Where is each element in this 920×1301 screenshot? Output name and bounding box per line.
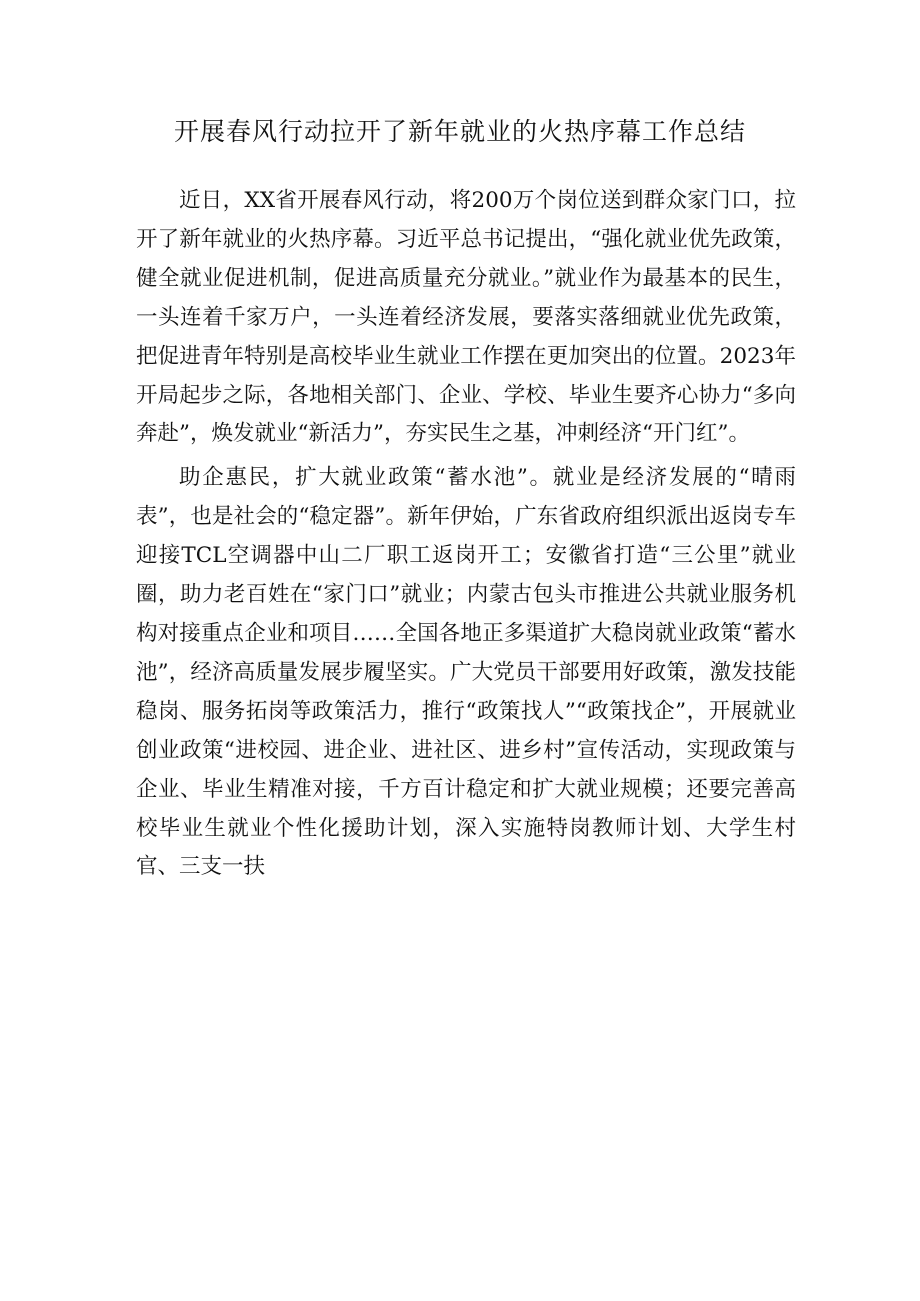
document-title: 开展春风行动拉开了新年就业的火热序幕工作总结 [173, 117, 746, 146]
document-body [136, 182, 796, 892]
paragraph-2: 助企惠民，扩大就业政策“蓄水池”。就业是经济发展的“晴雨表”，也是社会的“稳定器”。新年伊始，广东省政府组织派出返岗专车迎接TCL空调器中山二厂职工返岗开工；安徽省打造“三公里”就业圈，助力老百姓在“家门口”就业；内蒙古包头市推进公共就业服务机构对接重点企业和项目……全国各地正多渠道扩大稳岗就业政策“蓄水池”，经济高质量发展步履坚实。广大党员干部要用好政策，激发技能稳岗、服务拓岗等政策活力，推行“政策找人”“政策找企”，开展就业创业政策“进校园、进企业、进社区、进乡村”宣传活动，实现政策与企业、毕业生精准对接，千方百计稳定和扩大就业规模；还要完善高校毕业生就业个性化援助计划，深入实施特岗教师计划、大学生村官、三支一扶 [136, 465, 796, 880]
paragraph-1: 近日，XX省开展春风行动，将200万个岗位送到群众家门口，拉开了新年就业的火热序幕。习近平总书记提出，“强化就业优先政策，健全就业促进机制，促进高质量充分就业。”就业作为最基本的民生，一头连着千家万户，一头连着经济发展，要落实落细就业优先政策，把促进青年特别是高校毕业生就业工作摆在更加突出的位置。2023年开局起步之际，各地相关部门、企业、学校、毕业生要齐心协力“多向奔赴”，焕发就业“新活力”，夯实民生之基，冲刺经济“开门红”。 [136, 188, 796, 447]
